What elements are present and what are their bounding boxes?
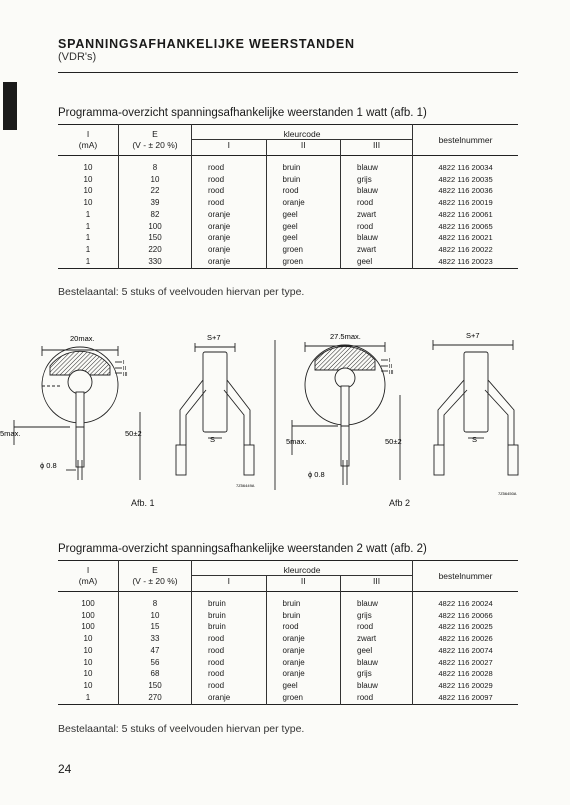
cell-voltage: 82	[119, 209, 192, 221]
cell-order-number: 4822 116 20022	[413, 244, 519, 256]
table-row	[58, 256, 518, 268]
table-row	[58, 197, 518, 209]
cell-current: 10	[83, 162, 93, 172]
cell-current: 10	[83, 657, 93, 667]
bestelnummer-header: bestelnummer	[413, 125, 519, 156]
cell-band2: bruin	[266, 592, 341, 610]
k3-header: III	[341, 576, 413, 592]
cell-voltage: 330	[119, 256, 192, 268]
cell-voltage: 15	[119, 621, 192, 633]
cell-band2: bruin	[266, 610, 341, 622]
fig2-band1: I	[389, 358, 391, 364]
cell-band3: geel	[341, 256, 413, 268]
cell-band3: rood	[341, 197, 413, 209]
cell-current: 1	[85, 221, 91, 231]
cell-band2: geel	[266, 221, 341, 233]
fig2-50-label: 50±2	[385, 437, 402, 446]
cell-voltage: 270	[119, 692, 192, 704]
fig2-width-label: 27.5max.	[330, 332, 361, 341]
fig2-5max-label: 5max.	[286, 437, 307, 446]
cell-current: 1	[85, 209, 91, 219]
cell-band3: blauw	[341, 232, 413, 244]
table-row	[58, 680, 518, 692]
cell-band3: zwart	[341, 209, 413, 221]
table-2watt	[58, 560, 518, 705]
cell-band1: bruin	[192, 621, 267, 633]
cell-band1: oranje	[192, 256, 267, 268]
cell-band3: blauw	[341, 680, 413, 692]
cell-current: 1	[85, 257, 91, 267]
table-row	[58, 209, 518, 221]
table-row	[58, 221, 518, 233]
cell-order-number: 4822 116 20036	[413, 185, 519, 197]
cell-current: 10	[83, 681, 93, 691]
cell-band2: groen	[266, 244, 341, 256]
col-i-unit: (mA)	[78, 139, 98, 150]
cell-band1: oranje	[192, 209, 267, 221]
table-row	[58, 657, 518, 669]
fig1-s7-label: S+7	[207, 333, 221, 342]
cell-band2: groen	[266, 692, 341, 704]
cell-order-number: 4822 116 20027	[413, 657, 519, 669]
cell-band3: blauw	[341, 185, 413, 197]
cell-band3: rood	[341, 692, 413, 704]
cell-order-number: 4822 116 20097	[413, 692, 519, 704]
table-row	[58, 244, 518, 256]
cell-order-number: 4822 116 20034	[413, 156, 519, 174]
cell-voltage: 10	[119, 610, 192, 622]
cell-band3: grijs	[341, 668, 413, 680]
cell-current: 1	[85, 245, 91, 255]
cell-current: 100	[81, 610, 95, 620]
cell-band1: oranje	[192, 692, 267, 704]
cell-voltage: 100	[119, 221, 192, 233]
fig1-width-label: 20max.	[70, 334, 95, 343]
cell-order-number: 4822 116 20023	[413, 256, 519, 268]
cell-band1: rood	[192, 185, 267, 197]
cell-order-number: 4822 116 20021	[413, 232, 519, 244]
fig1-band2: II	[123, 366, 127, 372]
k2-header: II	[266, 576, 341, 592]
cell-band2: geel	[266, 680, 341, 692]
table-row	[58, 592, 518, 610]
cell-band2: oranje	[266, 633, 341, 645]
col-e-unit: (V - ± 20 %)	[119, 576, 192, 592]
fig2-band3: III	[389, 370, 394, 376]
cell-voltage: 10	[119, 174, 192, 186]
cell-voltage: 8	[119, 156, 192, 174]
cell-voltage: 39	[119, 197, 192, 209]
cell-current: 10	[83, 198, 93, 208]
fig2-code: 7Z56450A	[498, 491, 517, 496]
cell-band3: grijs	[341, 174, 413, 186]
section1-title: Programma-overzicht spanningsafhankelijke weerstanden 1 watt (afb. 1)	[58, 107, 427, 119]
fig2-band2: II	[389, 364, 393, 370]
cell-voltage: 56	[119, 657, 192, 669]
cell-order-number: 4822 116 20024	[413, 592, 519, 610]
cell-order-number: 4822 116 20025	[413, 621, 519, 633]
cell-order-number: 4822 116 20029	[413, 680, 519, 692]
table-row	[58, 621, 518, 633]
fig1-dia-label: ϕ 0.8	[40, 461, 57, 470]
cell-order-number: 4822 116 20074	[413, 645, 519, 657]
col-i-header: I	[86, 129, 90, 140]
cell-current: 10	[83, 186, 93, 196]
cell-band2: oranje	[266, 197, 341, 209]
cell-current: 100	[81, 622, 95, 632]
cell-band1: rood	[192, 174, 267, 186]
table-row	[58, 232, 518, 244]
cell-order-number: 4822 116 20035	[413, 174, 519, 186]
title-rule	[58, 72, 518, 73]
cell-band3: grijs	[341, 610, 413, 622]
side-tab-marker	[3, 82, 17, 130]
cell-band1: rood	[192, 645, 267, 657]
table-row	[58, 156, 518, 174]
cell-band3: zwart	[341, 633, 413, 645]
col-i-unit: (mA)	[78, 575, 98, 586]
cell-current: 10	[83, 174, 93, 184]
fig1-code: 7Z56449A	[236, 483, 255, 488]
k1-header: I	[192, 140, 267, 156]
section1-note: Bestelaantal: 5 stuks of veelvouden hiervan per type.	[58, 286, 305, 298]
table-row	[58, 174, 518, 186]
k3-header: III	[341, 140, 413, 156]
table-row	[58, 668, 518, 680]
cell-band2: geel	[266, 209, 341, 221]
cell-band1: rood	[192, 156, 267, 174]
page-number: 24	[58, 762, 72, 776]
section2-note: Bestelaantal: 5 stuks of veelvouden hiervan per type.	[58, 723, 305, 735]
bestelnummer-header: bestelnummer	[413, 561, 519, 592]
cell-order-number: 4822 116 20065	[413, 221, 519, 233]
k1-header: I	[192, 576, 267, 592]
cell-band3: blauw	[341, 156, 413, 174]
kleurcode-header: kleurcode	[192, 125, 413, 140]
cell-band1: rood	[192, 668, 267, 680]
cell-band3: geel	[341, 645, 413, 657]
cell-order-number: 4822 116 20061	[413, 209, 519, 221]
cell-current: 1	[85, 233, 91, 243]
cell-band2: bruin	[266, 174, 341, 186]
page-title: SPANNINGSAFHANKELIJKE WEERSTANDEN	[58, 37, 355, 51]
cell-order-number: 4822 116 20019	[413, 197, 519, 209]
cell-current: 100	[81, 598, 95, 608]
section2-title: Programma-overzicht spanningsafhankelijke weerstanden 2 watt (afb. 2)	[58, 543, 427, 555]
fig1-s-label: S	[210, 435, 216, 444]
cell-voltage: 22	[119, 185, 192, 197]
fig1-5max-label: 5max.	[0, 429, 21, 438]
cell-band3: zwart	[341, 244, 413, 256]
cell-order-number: 4822 116 20028	[413, 668, 519, 680]
cell-current: 10	[83, 669, 93, 679]
cell-band2: rood	[266, 185, 341, 197]
table-row	[58, 610, 518, 622]
cell-voltage: 68	[119, 668, 192, 680]
k2-header: II	[266, 140, 341, 156]
cell-band3: blauw	[341, 592, 413, 610]
resistor-figures	[0, 320, 570, 520]
cell-order-number: 4822 116 20026	[413, 633, 519, 645]
fig1-band1: I	[123, 360, 125, 366]
cell-band1: rood	[192, 680, 267, 692]
cell-band2: oranje	[266, 645, 341, 657]
fig1-50-label: 50±2	[125, 429, 142, 438]
table-row	[58, 633, 518, 645]
cell-voltage: 220	[119, 244, 192, 256]
cell-band1: rood	[192, 197, 267, 209]
cell-band1: oranje	[192, 221, 267, 233]
cell-band1: rood	[192, 633, 267, 645]
cell-current: 10	[83, 634, 93, 644]
cell-voltage: 150	[119, 680, 192, 692]
cell-current: 10	[83, 645, 93, 655]
cell-band3: blauw	[341, 657, 413, 669]
cell-band2: oranje	[266, 657, 341, 669]
col-e-unit: (V - ± 20 %)	[119, 140, 192, 156]
cell-band1: oranje	[192, 244, 267, 256]
cell-band1: bruin	[192, 610, 267, 622]
cell-band1: rood	[192, 657, 267, 669]
table-row	[58, 692, 518, 704]
cell-voltage: 33	[119, 633, 192, 645]
cell-band1: oranje	[192, 232, 267, 244]
fig2-s7-label: S+7	[466, 331, 480, 340]
table-1watt	[58, 124, 518, 269]
cell-band3: rood	[341, 221, 413, 233]
col-i-header: I	[86, 565, 90, 576]
table-row	[58, 645, 518, 657]
cell-band2: groen	[266, 256, 341, 268]
cell-band2: geel	[266, 232, 341, 244]
cell-band3: rood	[341, 621, 413, 633]
kleurcode-header: kleurcode	[192, 561, 413, 576]
fig1-caption: Afb. 1	[131, 498, 155, 508]
fig2-caption: Afb 2	[389, 498, 411, 508]
cell-current: 1	[85, 693, 91, 703]
cell-voltage: 47	[119, 645, 192, 657]
table-row	[58, 185, 518, 197]
cell-voltage: 150	[119, 232, 192, 244]
cell-band2: oranje	[266, 668, 341, 680]
fig2-dia-label: ϕ 0.8	[308, 470, 325, 479]
cell-band2: bruin	[266, 156, 341, 174]
cell-order-number: 4822 116 20066	[413, 610, 519, 622]
col-e-header: E	[119, 561, 192, 576]
cell-voltage: 8	[119, 592, 192, 610]
cell-band1: bruin	[192, 592, 267, 610]
fig2-s-label: S	[472, 435, 478, 444]
page-subtitle: (VDR's)	[58, 51, 97, 63]
fig1-band3: III	[123, 372, 128, 378]
col-e-header: E	[119, 125, 192, 140]
cell-band2: rood	[266, 621, 341, 633]
